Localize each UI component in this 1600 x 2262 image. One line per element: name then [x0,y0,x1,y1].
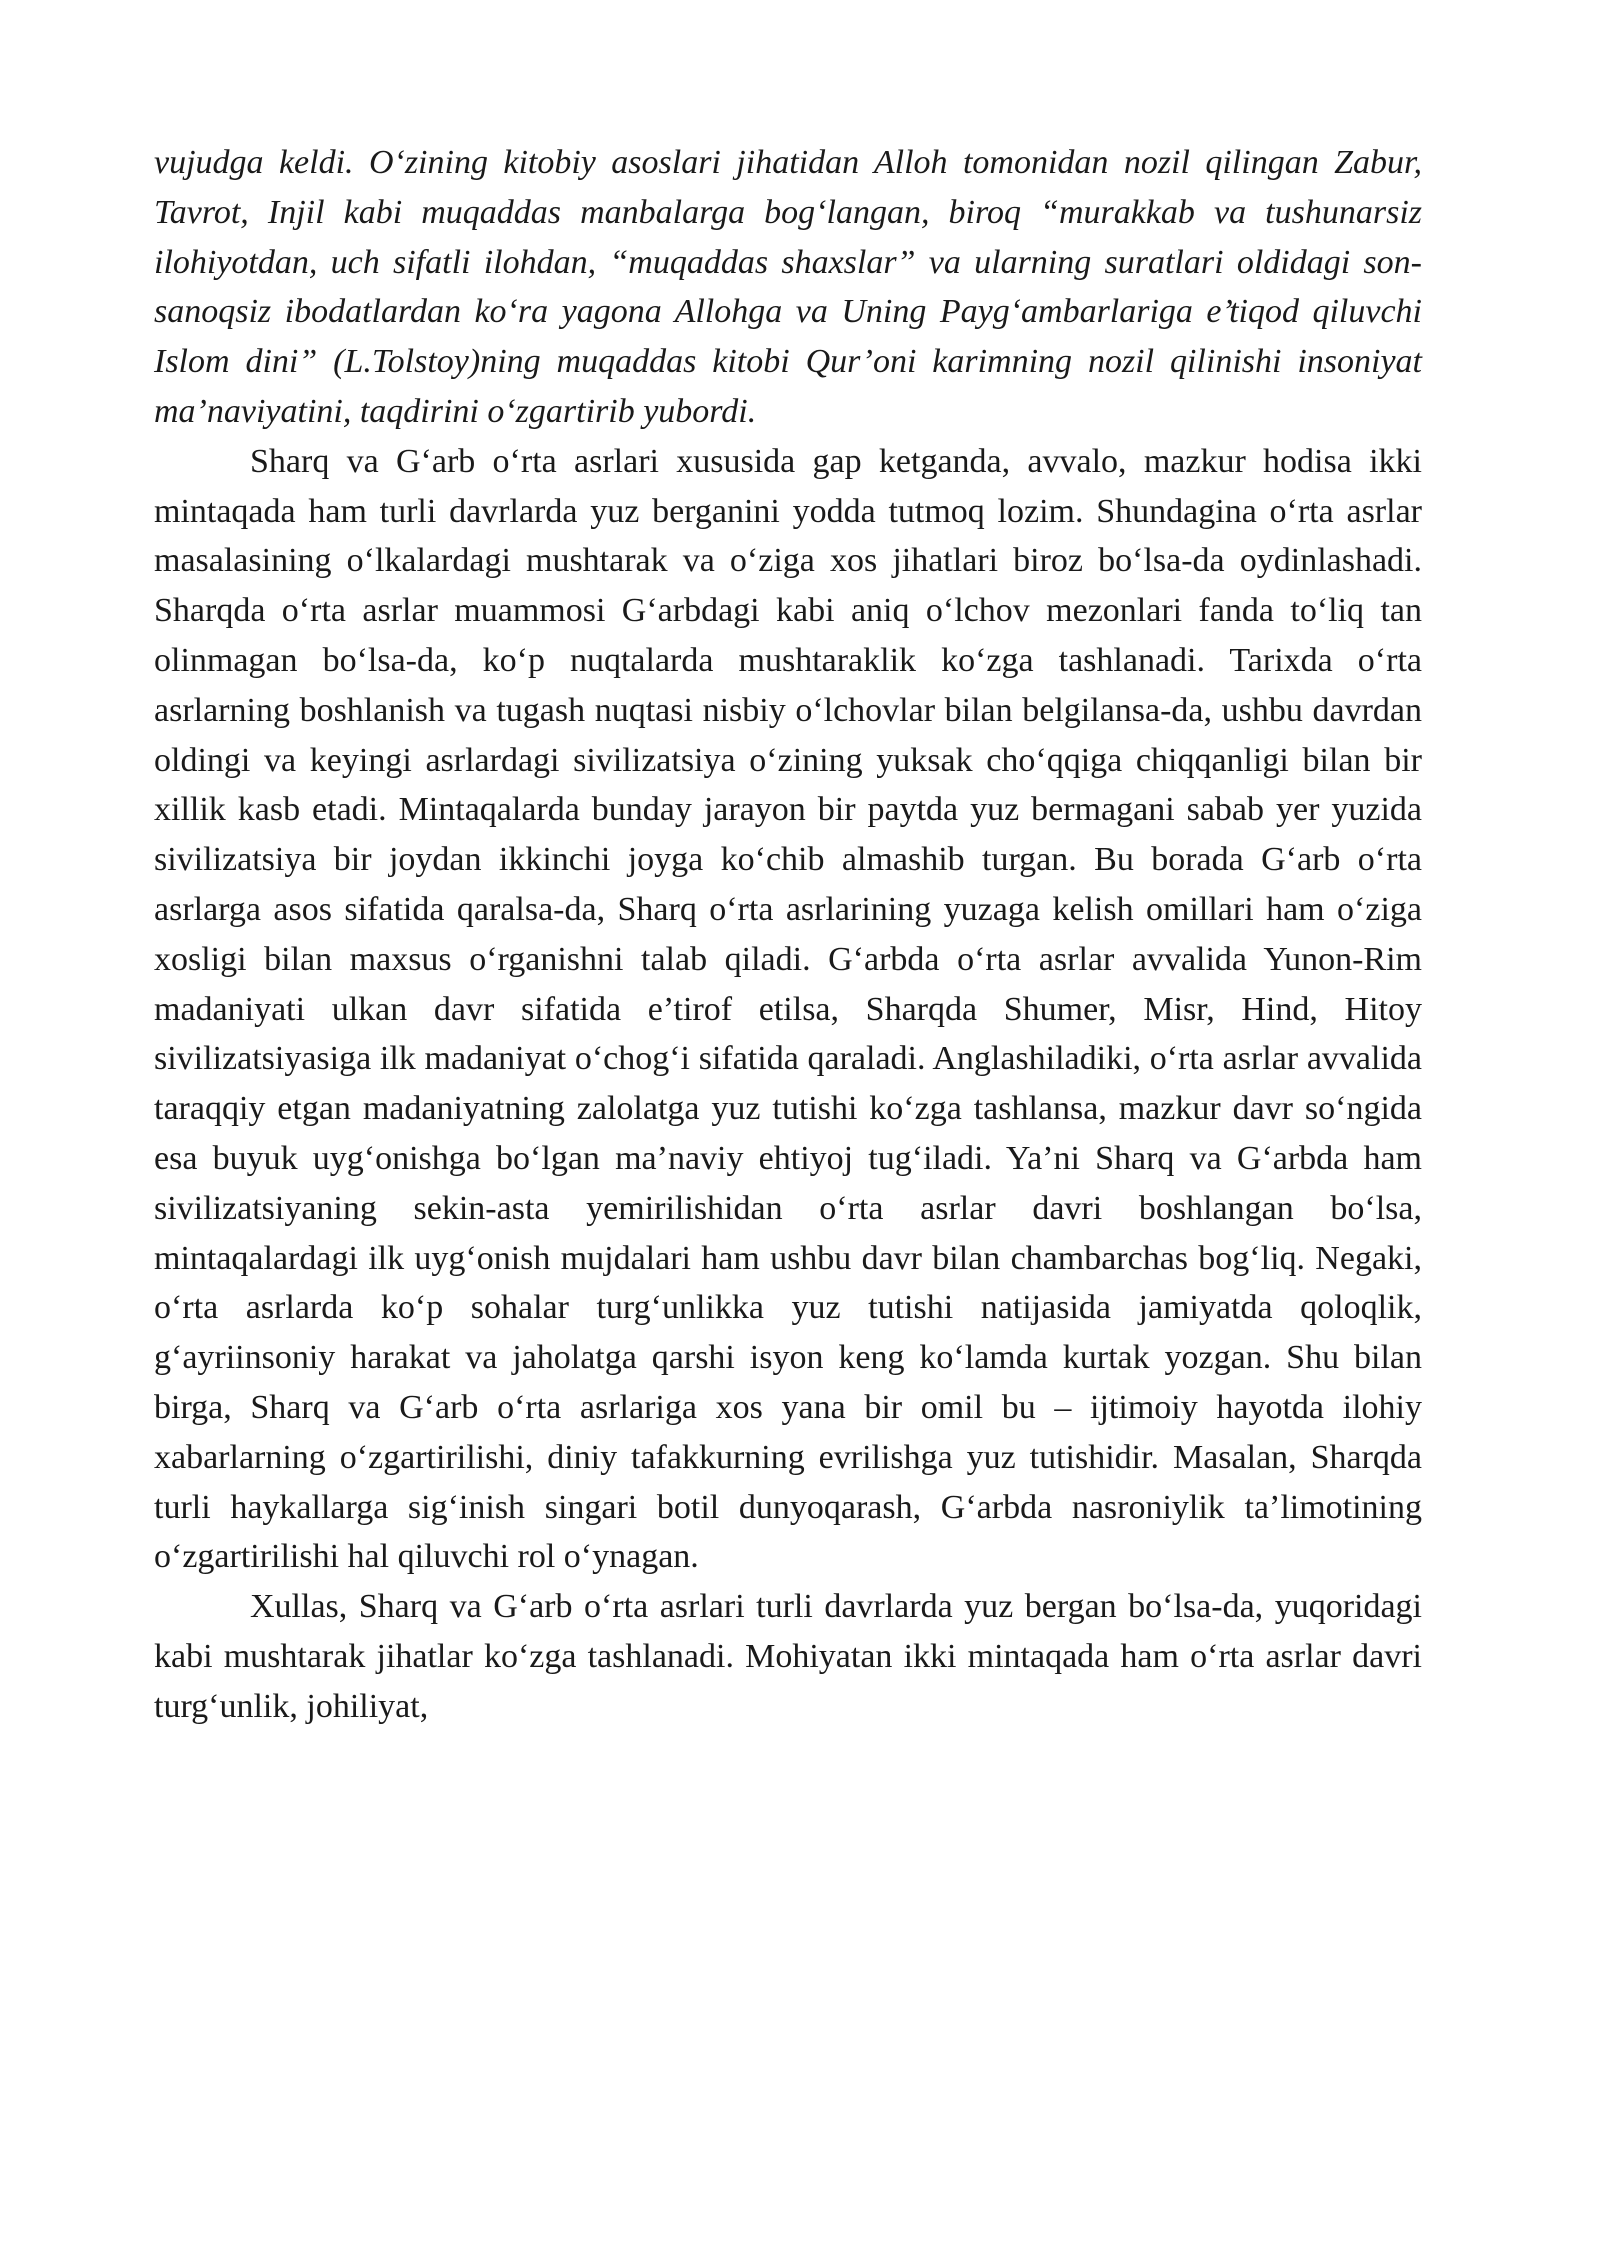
body-paragraph-middle-ages: Sharq va G‘arb o‘rta asrlari xususida gap ketganda, avvalo, mazkur hodisa ikki mintaqada ham turli davrlarda yuz berganini yodda tutmoq lozim. Shundagina o‘rta asrlar masalasining o‘lkalardagi mushtarak va o‘ziga xos jihatlari biroz bo‘lsa-da oydinlashadi. Sharqda o‘rta asrlar muammosi G‘arbdagi kabi aniq o‘lchov mezonlari fanda to‘liq tan olinmagan bo‘lsa-da, ko‘p nuqtalarda mushtaraklik ko‘zga tashlanadi. Tarixda o‘rta asrlarning boshlanish va tugash nuqtasi nisbiy o‘lchovlar bilan belgilansa-da, ushbu davrdan oldingi va keyingi asrlardagi sivilizatsiya o‘zining yuksak cho‘qqiga chiqqanligi bilan bir xillik kasb etadi. Mintaqalarda bunday jarayon bir paytda yuz bermagani sabab yer yuzida sivilizatsiya bir joydan ikkinchi joyga ko‘chib almashib turgan. Bu borada G‘arb o‘rta asrlarga asos sifatida qaralsa-da, Sharq o‘rta asrlarining yuzaga kelish omillari ham o‘ziga xosligi bilan maxsus o‘rganishni talab qiladi. G‘arbda o‘rta asrlar avvalida Yunon-Rim madaniyati ulkan davr sifatida e’tirof etilsa, Sharqda Shumer, Misr, Hind, Hitoy sivilizatsiyasiga ilk madaniyat o‘chog‘i sifatida qaraladi. Anglashiladiki, o‘rta asrlar avvalida taraqqiy etgan madaniyatning zalolatga yuz tutishi ko‘zga tashlansa, mazkur davr so‘ngida esa buyuk uyg‘onishga bo‘lgan ma’naviy ehtiyoj tug‘iladi. Ya’ni Sharq va G‘arbda ham sivilizatsiyaning sekin-asta yemirilishidan o‘rta asrlar davri boshlangan bo‘lsa, mintaqalardagi ilk uyg‘onish mujdalari ham ushbu davr bilan chambarchas bog‘liq. Negaki, o‘rta asrlarda ko‘p sohalar turg‘unlikka yuz tutishi natijasida jamiyatda qoloqlik, g‘ayriinsoniy harakat va jaholatga qarshi isyon keng ko‘lamda kurtak yozgan. Shu bilan birga, Sharq va G‘arb o‘rta asrlariga xos yana bir omil bu – ijtimoiy hayotda ilohiy xabarlarning o‘zgartirilishi, diniy tafakkurning evrilishga yuz tutishidir. Masalan, Sharqda turli haykallarga sig‘inish singari botil dunyoqarash, G‘arbda nasroniylik ta’limotining o‘zgartirilishi hal qiluvchi rol o‘ynagan. [154,442,1422,1576]
body-paragraph-conclusion: Xullas, Sharq va G‘arb o‘rta asrlari turli davrlarda yuz bergan bo‘lsa-da, yuqoridagi kabi mushtarak jihatlar ko‘zga tashlanadi. Mohiyatan ikki mintaqada ham o‘rta asrlar davri turg‘unlik, johiliyat, [154,1588,1422,1725]
document-page [154,138,1422,1732]
italic-opening-paragraph: vujudga keldi. O‘zining kitobiy asoslari jihatidan Alloh tomonidan nozil qilingan Zabur, Tavrot, Injil kabi muqaddas manbalarga bog‘langan, biroq “murakkab va tushunarsiz ilohiyotdan, uch sifatli ilohdan, “muqaddas shaxslar” va ularning suratlari oldidagi son-sanoqsiz ibodatlardan ko‘ra yagona Allohga va Uning Payg‘ambarlariga e’tiqod qiluvchi Islom dini” (L.Tolstoy)ning muqaddas kitobi Qur’oni karimning nozil qilinishi insoniyat ma’naviyatini, taqdirini o‘zgartirib yubordi. [154,144,1422,430]
